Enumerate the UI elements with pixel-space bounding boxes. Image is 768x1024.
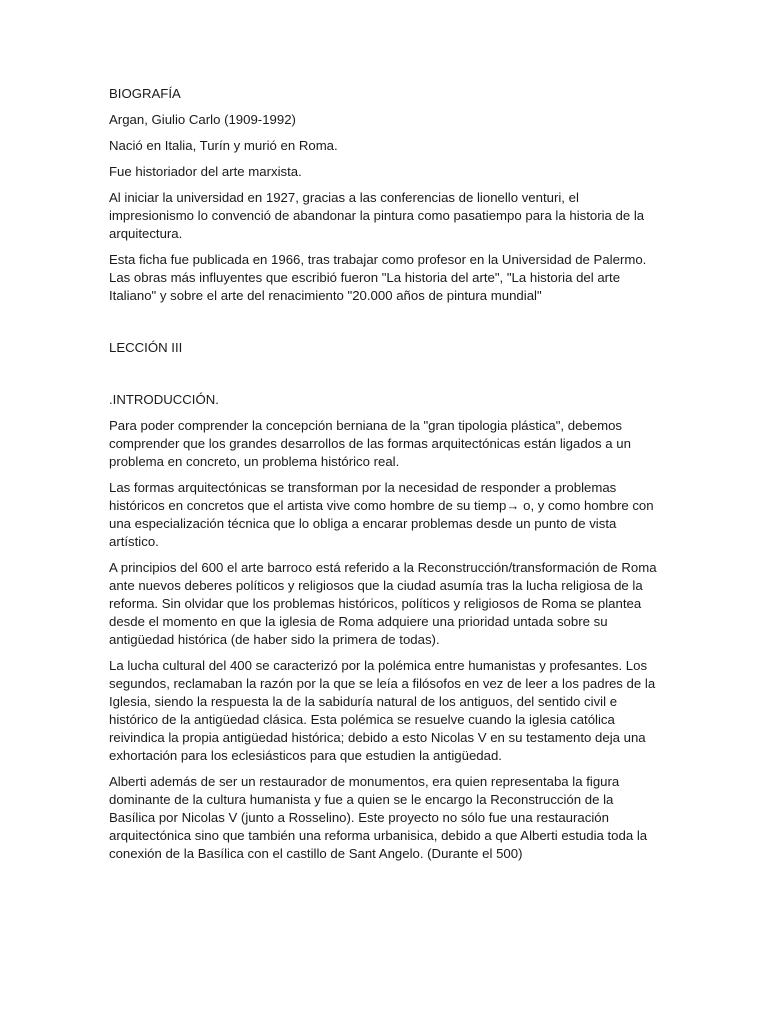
paragraph-2: Las formas arquitectónicas se transforman por la necesidad de responder a problemas históricos en concretos que el artista vive como hombre de su tiemp→ o, y como hombre con una especialización técnica que lo obliga a encarar problemas desde un punto de vista artístico. [109,480,654,549]
paragraph-1: Para poder comprender la concepción berniana de la "gran tipologia plástica", debemos comprender que los grandes desarrollos de las formas arquitectónicas están ligados a un problema en concreto, un problema histórico real. [109,418,631,469]
role-line: Fue historiador del arte marxista. [109,164,302,179]
paragraph-5: Alberti además de ser un restaurador de monumentos, era quien representaba la figura dominante de la cultura humanista y fue a quien se le encargo la Reconstrucción de la Basílica por Nicolas V (junto a Rosselino). Este proyecto no sólo fue una restauración arquitectónica sino que también una reforma urbanisica, debido a que Alberti estudia toda la conexión de la Basílica con el castillo de Sant Angelo. (Durante el 500) [109,774,648,861]
paragraph-3: A principios del 600 el arte barroco está referido a la Reconstrucción/transformación de Roma ante nuevos deberes políticos y religiosos que la ciudad asumía tras la lucha religiosa de la reforma. Sin olvidar que los problemas históricos, políticos y religiosos de Roma se plantea desde el momento en que la iglesia de Roma adquiere una prioridad untada sobre su antigüedad histórica (de haber sido la primera de todas). [109,560,657,647]
heading-leccion: LECCIÓN III [109,340,183,355]
birth-line: Nació en Italia, Turín y murió en Roma. [109,138,338,153]
paragraph-university: Al iniciar la universidad en 1927, gracias a las conferencias de lionello venturi, el impresionismo lo convenció de abandonar la pintura como pasatiempo para la historia de la arquitectura. [109,190,645,241]
document-body [109,85,659,871]
paragraph-4: La lucha cultural del 400 se caracterizó por la polémica entre humanistas y profesantes. Los segundos, reclamaban la razón por la que se leía a filósofos en vez de leer a los padres de la Iglesia, siendo la respuesta la de la sabiduría natural de los antiguos, del sentido civil e histórico de la antigüedad clásica. Esta polémica se resuelve cuando la iglesia católica reivindica la propia antigüedad histórica; debido a esto Nicolas V en su testamento deja una exhortación para los eclesiásticos para que estudien la antigüedad. [109,658,656,763]
paragraph-ficha: Esta ficha fue publicada en 1966, tras trabajar como profesor en la Universidad de Palermo. Las obras más influyentes que escribió fueron "La historia del arte", "La historia del arte Italiano" y sobre el arte del renacimiento "20.000 años de pintura mundial" [109,252,647,303]
heading-biografia: BIOGRAFÍA [109,86,181,101]
name-line: Argan, Giulio Carlo (1909-1992) [109,112,296,127]
heading-introduccion: .INTRODUCCIÓN. [109,392,219,407]
